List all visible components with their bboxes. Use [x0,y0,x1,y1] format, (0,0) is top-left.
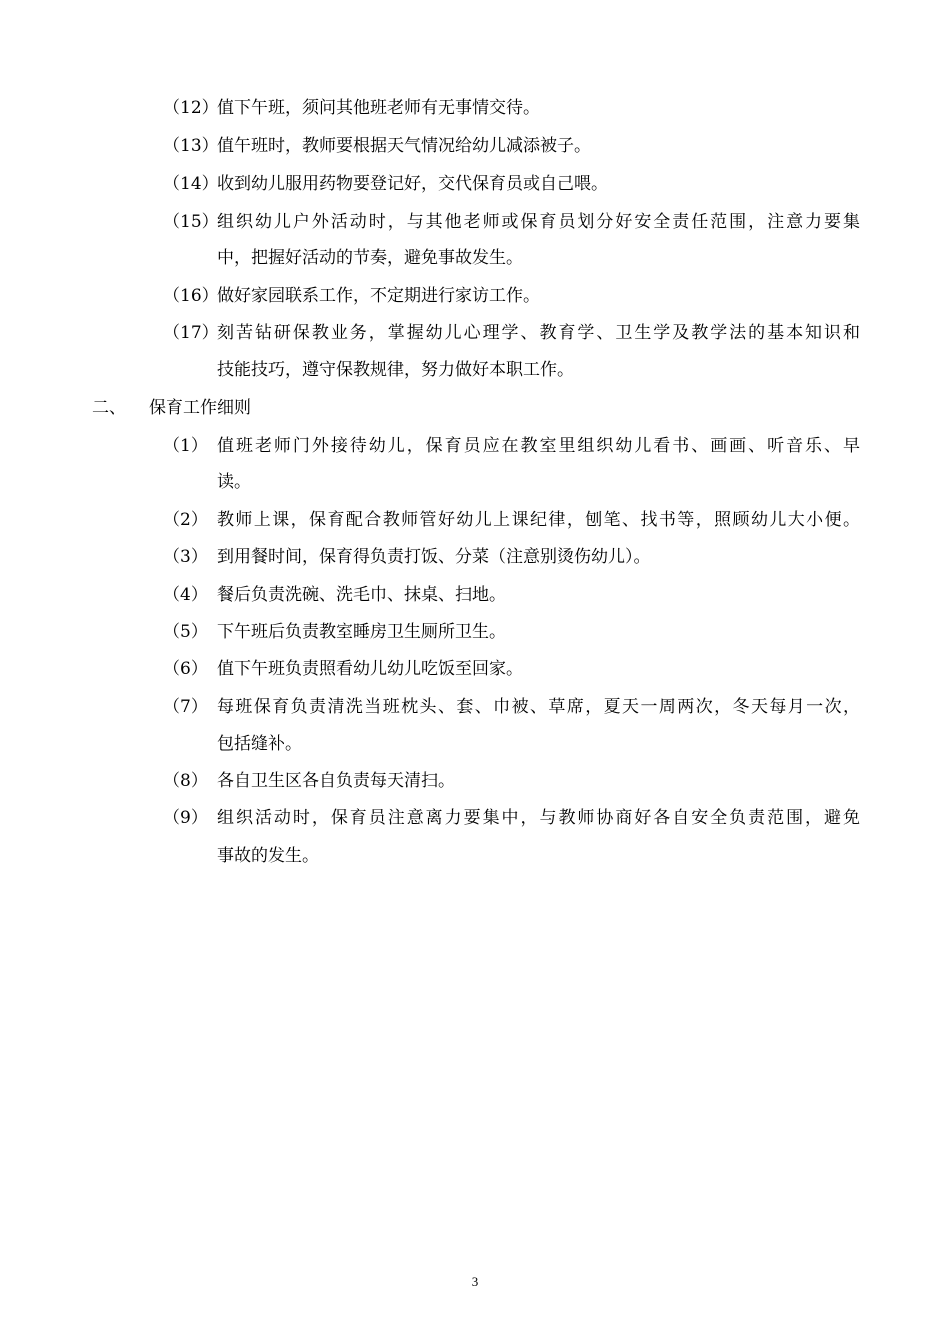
item-text: 值下午班，须问其他班老师有无事情交待。 [217,98,540,118]
item-text: 每班保育负责清洗当班枕头、套、巾被、草席，夏天一周两次，冬天每月一次， [217,697,860,717]
section-number: 二、 [92,398,126,418]
item-text: 组织幼儿户外活动时，与其他老师或保育员划分好安全责任范围，注意力要集 [217,212,860,232]
item-number: （6） [163,659,208,679]
item-text: 值班老师门外接待幼儿，保育员应在教室里组织幼儿看书、画画、听音乐、早 [217,436,860,456]
item-number: （13） [163,136,219,156]
item-number: （1） [163,436,208,456]
item-number: （15） [163,212,219,232]
item-text: 收到幼儿服用药物要登记好，交代保育员或自己喂。 [217,174,608,194]
item-number: （8） [163,771,208,791]
item-text: 下午班后负责教室睡房卫生厕所卫生。 [217,622,506,642]
item-number: （12） [163,98,219,118]
item-number: （4） [163,585,208,605]
item-text-continuation: 读。 [217,472,251,492]
item-number: （5） [163,622,208,642]
item-number: （9） [163,808,208,828]
item-number: （16） [163,286,219,306]
item-text-continuation: 事故的发生。 [217,846,319,866]
item-text: 值午班时，教师要根据天气情况给幼儿减添被子。 [217,136,591,156]
section-title: 保育工作细则 [149,398,251,418]
item-text: 值下午班负责照看幼儿幼儿吃饭至回家。 [217,659,523,679]
item-text-continuation: 包括缝补。 [217,734,302,754]
item-number: （2） [163,510,208,530]
item-number: （7） [163,697,208,717]
item-text: 教师上课，保育配合教师管好幼儿上课纪律，刨笔、找书等，照顾幼儿大小便。 [217,510,860,530]
item-text: 刻苦钻研保教业务，掌握幼儿心理学、教育学、卫生学及教学法的基本知识和 [217,323,860,343]
item-number: （14） [163,174,219,194]
item-text-continuation: 中，把握好活动的节奏，避免事故发生。 [217,248,523,268]
item-text: 各自卫生区各自负责每天清扫。 [217,771,455,791]
item-text: 餐后负责洗碗、洗毛巾、抹桌、扫地。 [217,585,506,605]
item-number: （3） [163,547,208,567]
item-text: 组织活动时，保育员注意离力要集中，与教师协商好各自安全负责范围，避免 [217,808,860,828]
page-number: 3 [471,1274,479,1289]
item-number: （17） [163,323,219,343]
item-text: 到用餐时间，保育得负责打饭、分菜（注意别烫伤幼儿）。 [217,547,651,567]
item-text-continuation: 技能技巧，遵守保教规律，努力做好本职工作。 [217,360,574,380]
item-text: 做好家园联系工作，不定期进行家访工作。 [217,286,540,306]
